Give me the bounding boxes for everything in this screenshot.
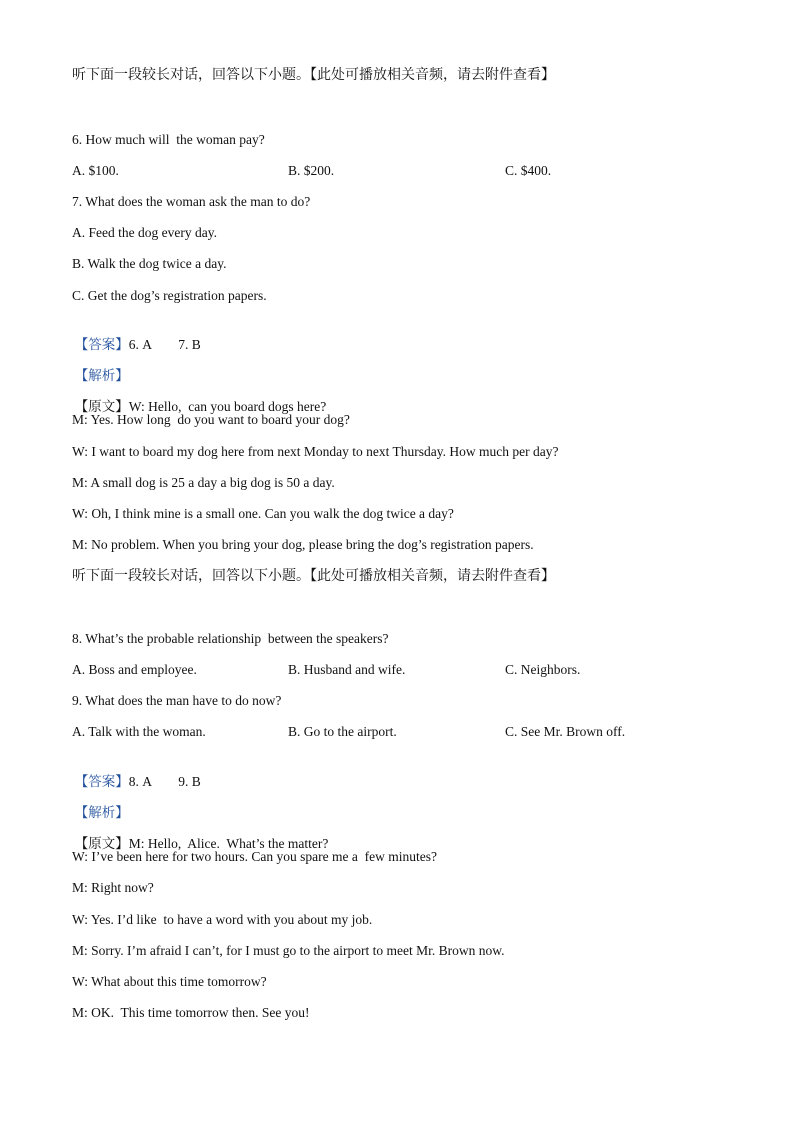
transcript-line: W: Hello, can you board dogs here?	[128, 399, 327, 414]
section2-instruction: 听下面一段较长对话，回答以下小题。【此处可播放相关音频，请去附件查看】	[72, 568, 555, 584]
section1-transcript-5: M: No problem. When you bring your dog, please bring the dog’s registration papers.	[72, 537, 534, 552]
q8-option-c: C. Neighbors.	[505, 662, 581, 677]
question-7: 7. What does the woman ask the man to do?	[72, 194, 311, 209]
q8-option-b: B. Husband and wife.	[288, 662, 406, 677]
original-tag: 【原文】	[74, 399, 129, 415]
section2-transcript-1: W: I’ve been here for two hours. Can you spare me a few minutes?	[72, 849, 437, 864]
section2-transcript-3: W: Yes. I’d like to have a word with you about my job.	[72, 912, 373, 927]
question-6: 6. How much will the woman pay?	[72, 132, 265, 147]
section1-transcript-4: W: Oh, I think mine is a small one. Can you walk the dog twice a day?	[72, 506, 454, 521]
analysis-tag: 【解析】	[74, 368, 129, 384]
section1-transcript-3: M: A small dog is 25 a day a big dog is 50 a day.	[72, 475, 335, 490]
section1-transcript-2: W: I want to board my dog here from next Monday to next Thursday. How much per day?	[72, 444, 559, 459]
q7-option-b: B. Walk the dog twice a day.	[72, 256, 227, 271]
answer-tag: 【答案】	[74, 337, 129, 353]
section2-transcript-4: M: Sorry. I’m afraid I can’t, for I must go to the airport to meet Mr. Brown now.	[72, 943, 505, 958]
analysis-tag: 【解析】	[74, 805, 129, 821]
transcript-line: M: Hello, Alice. What’s the matter?	[128, 836, 329, 851]
section2-transcript-5: W: What about this time tomorrow?	[72, 974, 267, 989]
q9-option-c: C. See Mr. Brown off.	[505, 724, 626, 739]
answer-text: 6. A 7. B	[128, 337, 201, 352]
q7-option-c: C. Get the dog’s registration papers.	[72, 288, 267, 303]
answer-text: 8. A 9. B	[128, 774, 201, 789]
section1-transcript-1: M: Yes. How long do you want to board your dog?	[72, 412, 350, 427]
q6-option-b: B. $200.	[288, 163, 335, 178]
q7-option-a: A. Feed the dog every day.	[72, 225, 217, 240]
answer-tag: 【答案】	[74, 774, 129, 790]
section2-transcript-2: M: Right now?	[72, 880, 154, 895]
question-8: 8. What’s the probable relationship between the speakers?	[72, 631, 389, 646]
q9-option-a: A. Talk with the woman.	[72, 724, 206, 739]
section2-transcript-6: M: OK. This time tomorrow then. See you!	[72, 1005, 310, 1020]
q6-option-c: C. $400.	[505, 163, 552, 178]
section1-instruction: 听下面一段较长对话，回答以下小题。【此处可播放相关音频，请去附件查看】	[72, 67, 555, 83]
q9-option-b: B. Go to the airport.	[288, 724, 397, 739]
original-tag: 【原文】	[74, 836, 129, 852]
q8-option-a: A. Boss and employee.	[72, 662, 197, 677]
q6-option-a: A. $100.	[72, 163, 119, 178]
question-9: 9. What does the man have to do now?	[72, 693, 282, 708]
